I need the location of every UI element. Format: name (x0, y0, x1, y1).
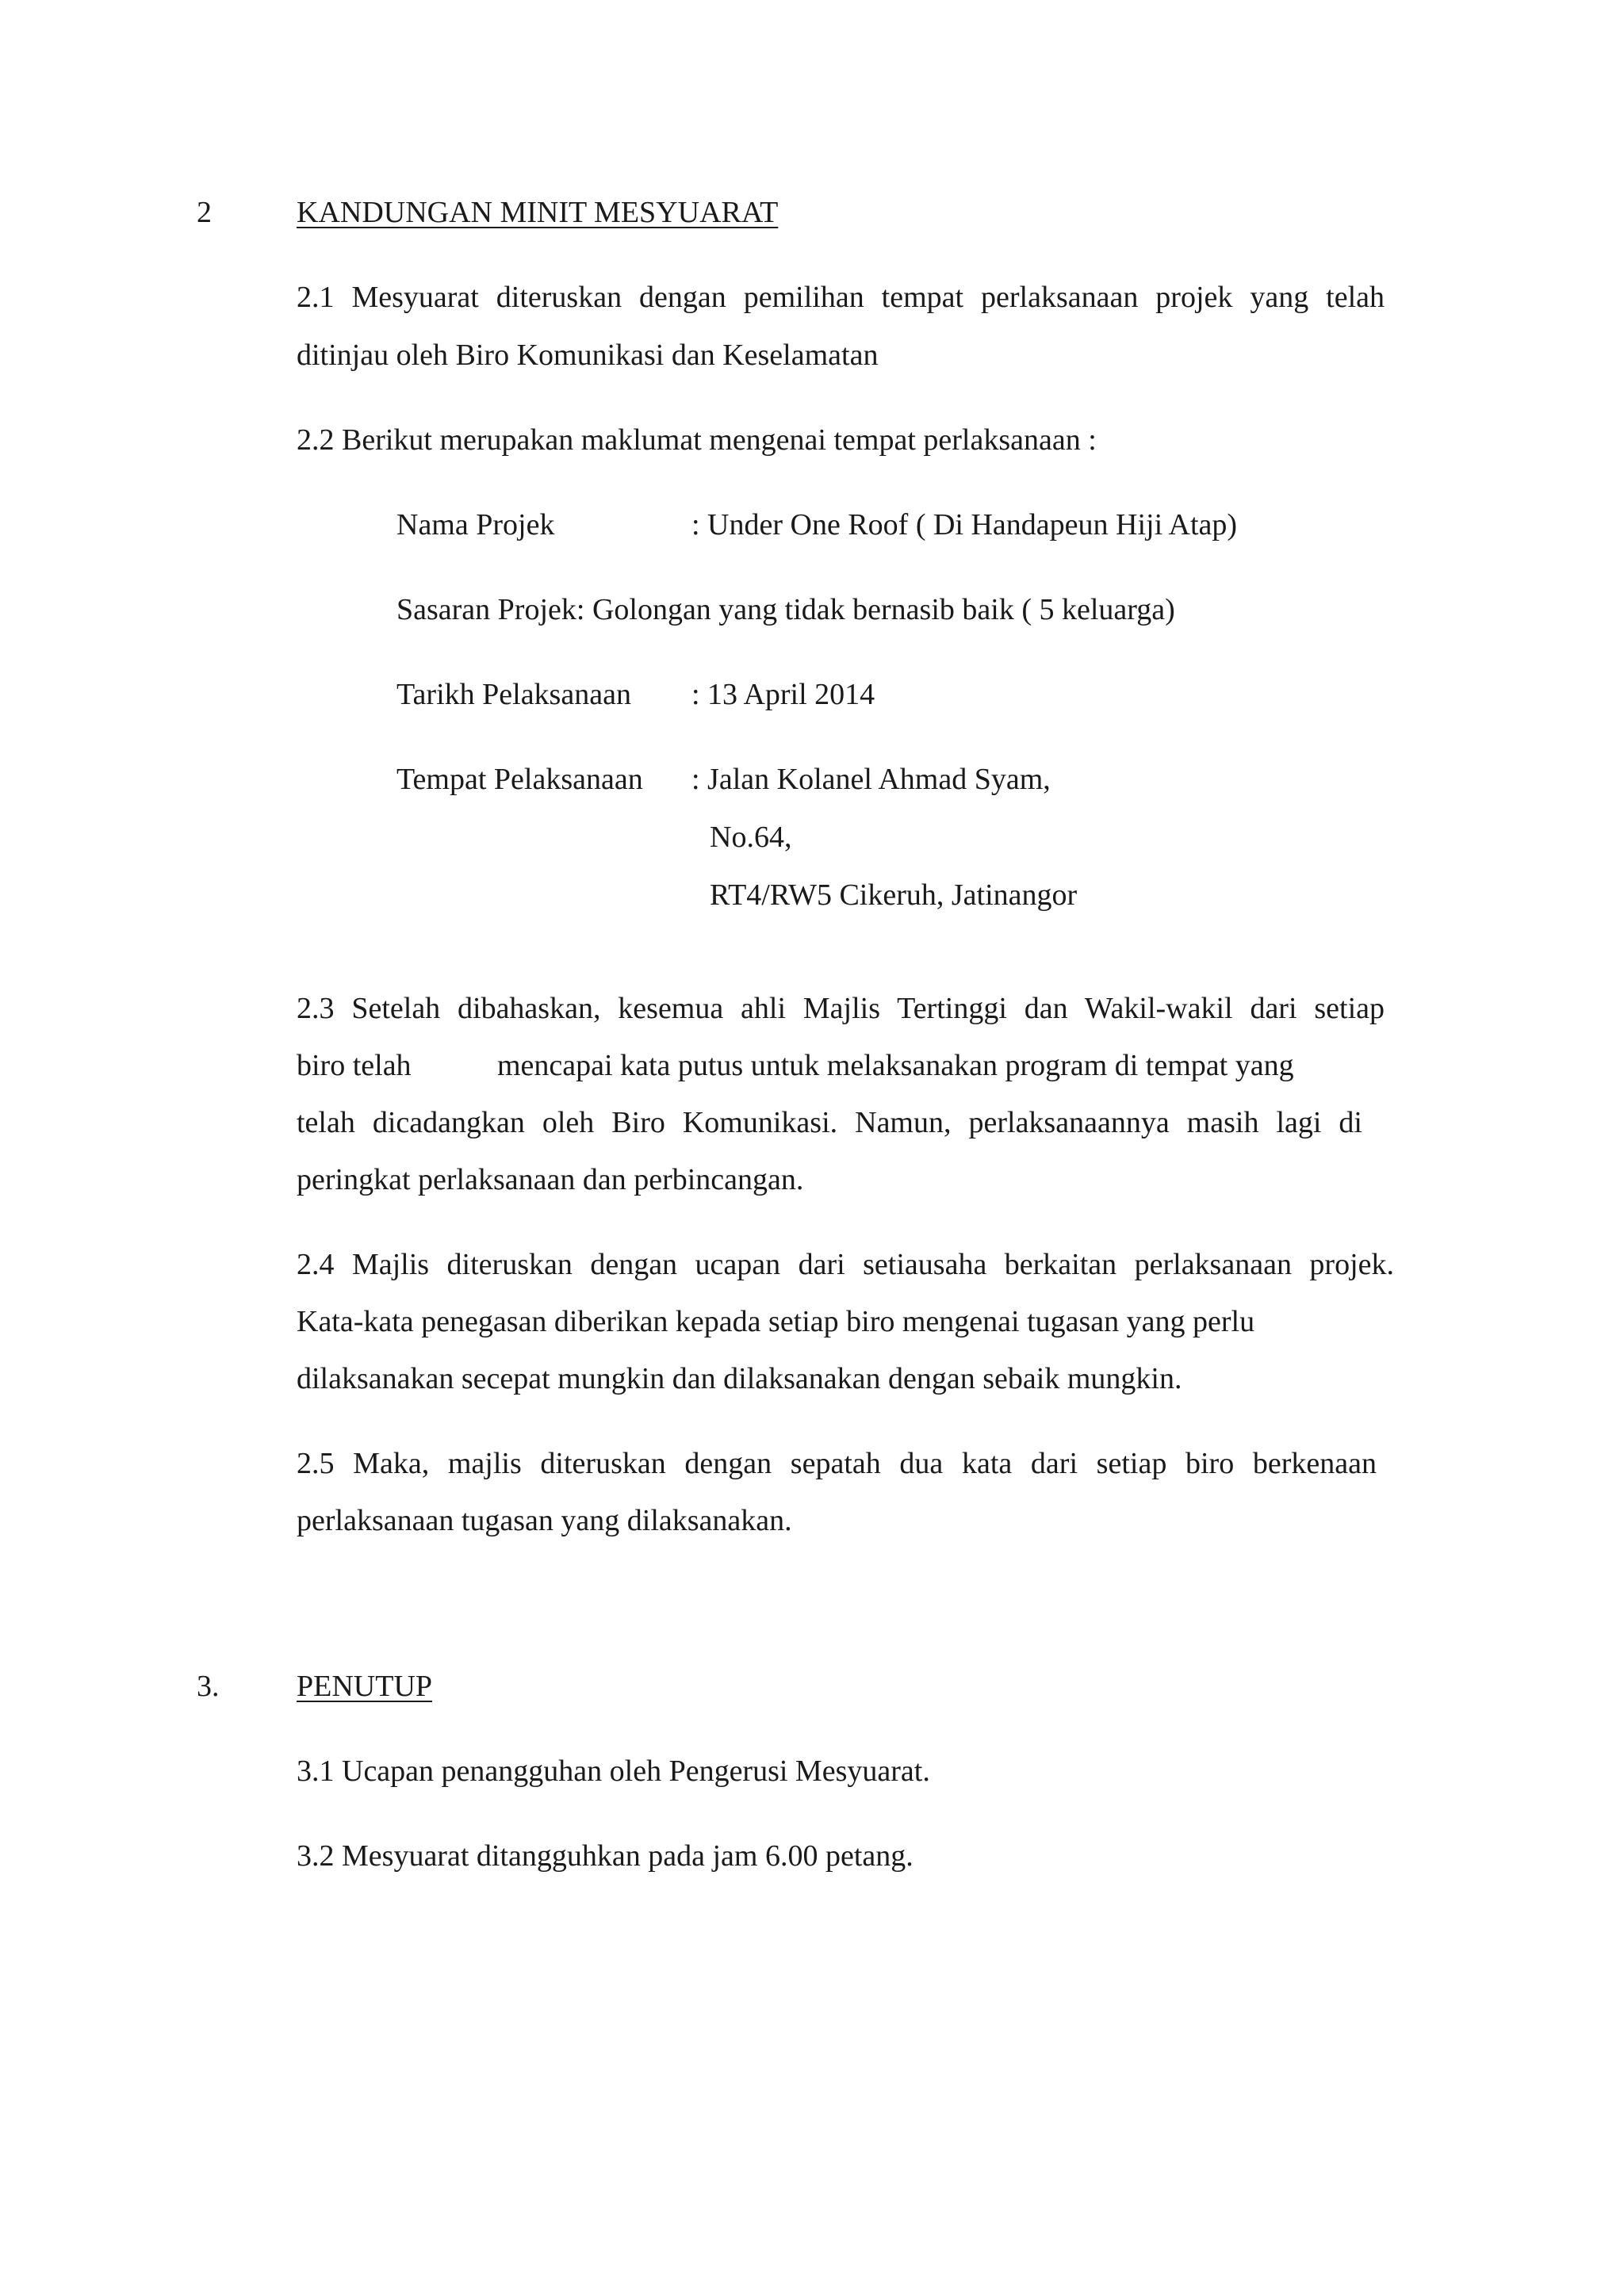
tarikh-pelaksanaan-label: Tarikh Pelaksanaan (396, 678, 631, 711)
paragraph-2-1-line-2: ditinjau oleh Biro Komunikasi dan Keselamatan (297, 339, 879, 372)
paragraph-2-2-line-1: 2.2 Berikut merupakan maklumat mengenai tempat perlaksanaan : (297, 423, 1097, 457)
paragraph-2-3-line-1: 2.3 Setelah dibahaskan, kesemua ahli Majlis Tertinggi dan Wakil-wakil dari setiap (297, 992, 1385, 1025)
nama-projek-value: : Under One Roof ( Di Handapeun Hiji Atap) (691, 508, 1238, 541)
tarikh-pelaksanaan-value: : 13 April 2014 (691, 678, 875, 711)
paragraph-2-4-line-1: 2.4 Majlis diteruskan dengan ucapan dari setiausaha berkaitan perlaksanaan projek. (297, 1248, 1394, 1281)
section-2-heading: KANDUNGAN MINIT MESYUARAT (297, 196, 779, 229)
paragraph-2-5-line-1: 2.5 Maka, majlis diteruskan dengan sepatah dua kata dari setiap biro berkenaan (297, 1447, 1377, 1480)
paragraph-2-4-line-3: dilaksanakan secepat mungkin dan dilaksanakan dengan sebaik mungkin. (297, 1362, 1182, 1395)
tempat-pelaksanaan-label: Tempat Pelaksanaan (396, 763, 643, 796)
sasaran-projek-line: Sasaran Projek: Golongan yang tidak bernasib baik ( 5 keluarga) (396, 593, 1175, 626)
nama-projek-label: Nama Projek (396, 508, 555, 541)
section-2-number: 2 (197, 196, 212, 229)
paragraph-2-3-line-2a: biro telah (297, 1049, 412, 1082)
paragraph-3-1: 3.1 Ucapan penangguhan oleh Pengerusi Mesyuarat. (297, 1755, 930, 1788)
paragraph-3-2: 3.2 Mesyuarat ditangguhkan pada jam 6.00 petang. (297, 1839, 914, 1873)
section-3-heading: PENUTUP (297, 1670, 433, 1703)
paragraph-2-3-line-4: peringkat perlaksanaan dan perbincangan. (297, 1163, 804, 1196)
tempat-pelaksanaan-value-line-2: No.64, (710, 821, 792, 854)
paragraph-2-4-line-2: Kata-kata penegasan diberikan kepada setiap biro mengenai tugasan yang perlu (297, 1305, 1255, 1338)
paragraph-2-3-line-3: telah dicadangkan oleh Biro Komunikasi. Namun, perlaksanaannya masih lagi di (297, 1106, 1362, 1139)
paragraph-2-3-line-2b: mencapai kata putus untuk melaksanakan program di tempat yang (497, 1049, 1294, 1082)
paragraph-2-5-line-2: perlaksanaan tugasan yang dilaksanakan. (297, 1504, 792, 1537)
section-3-number: 3. (197, 1670, 220, 1703)
paragraph-2-1-line-1: 2.1 Mesyuarat diteruskan dengan pemilihan tempat perlaksanaan projek yang telah (297, 281, 1385, 314)
tempat-pelaksanaan-value-line-1: : Jalan Kolanel Ahmad Syam, (691, 763, 1051, 796)
tempat-pelaksanaan-value-line-3: RT4/RW5 Cikeruh, Jatinangor (710, 878, 1078, 912)
